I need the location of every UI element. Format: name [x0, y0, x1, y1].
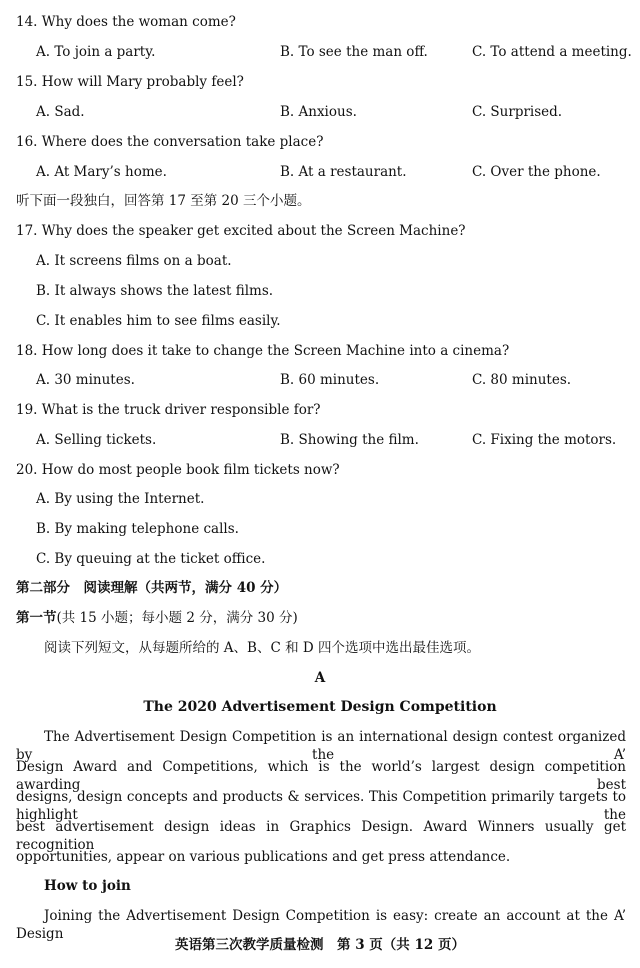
option-c: C. Surprised. — [472, 104, 563, 120]
question-15: 15. How will Mary probably feel? — [16, 74, 244, 90]
options-14 — [16, 43, 632, 61]
passage-letter: A — [314, 670, 326, 686]
option-17-a: A. It screens films on a boat. — [36, 253, 232, 269]
option-c: C. 80 minutes. — [472, 372, 572, 388]
option-b: B. To see the man off. — [280, 44, 428, 60]
option-c: C. Fixing the motors. — [472, 432, 617, 448]
question-18: 18. How long does it take to change the Screen Machine into a cinema? — [16, 343, 510, 359]
paragraph-1-line-3: designs, design concepts and products & services. This Competition primarily targets to highlight the — [16, 789, 626, 823]
question-19: 19. What is the truck driver responsible for? — [16, 402, 321, 418]
paragraph-1-line-2: Design Award and Competitions, which is the world’s largest design competition awarding best — [16, 759, 626, 793]
paragraph-1-line-1: The Advertisement Design Competition is an international design contest organized by the A’ — [16, 729, 626, 763]
options-19 — [16, 431, 626, 449]
page-footer: 英语第三次教学质量检测 第 3 页（共 12 页） — [175, 937, 465, 953]
option-a: A. Selling tickets. — [36, 432, 157, 448]
options-16 — [16, 163, 626, 181]
paragraph-1-line-5: opportunities, appear on various publications and get press attendance. — [16, 849, 511, 865]
option-b: B. At a restaurant. — [280, 164, 407, 180]
option-a: A. Sad. — [36, 104, 85, 120]
option-b: B. Showing the film. — [280, 432, 419, 448]
paragraph-2-line-1: Joining the Advertisement Design Competition is easy: create an account at the A’ Design — [16, 908, 626, 942]
option-a: A. 30 minutes. — [36, 372, 135, 388]
section1-label: 第一节 — [16, 610, 57, 626]
question-16: 16. Where does the conversation take place? — [16, 134, 324, 150]
option-17-b: B. It always shows the latest films. — [36, 283, 274, 299]
option-a: A. At Mary’s home. — [36, 164, 167, 180]
reading-instruction: 阅读下列短文，从每题所给的 A、B、C 和 D 四个选项中选出最佳选项。 — [44, 640, 480, 656]
question-20: 20. How do most people book film tickets now? — [16, 462, 340, 478]
paragraph-1-line-4: best advertisement design ideas in Graphics Design. Award Winners usually get recognition — [16, 819, 626, 853]
how-to-join-heading: How to join — [44, 878, 131, 894]
option-c: C. Over the phone. — [472, 164, 601, 180]
section1-detail: (共 15 小题；每小题 2 分，满分 30 分) — [56, 610, 298, 626]
part2-heading: 第二部分 阅读理解（共两节，满分 40 分） — [16, 580, 288, 596]
passage-title: The 2020 Advertisement Design Competition — [143, 699, 497, 715]
question-17: 17. Why does the speaker get excited about the Screen Machine? — [16, 223, 466, 239]
option-b: B. 60 minutes. — [280, 372, 380, 388]
section1-heading — [16, 609, 626, 627]
option-20-b: B. By making telephone calls. — [36, 521, 239, 537]
option-20-c: C. By queuing at the ticket office. — [36, 551, 266, 567]
options-18 — [16, 371, 626, 389]
options-15 — [16, 103, 626, 121]
option-c: C. To attend a meeting. — [472, 44, 632, 60]
question-14: 14. Why does the woman come? — [16, 14, 236, 30]
option-17-c: C. It enables him to see films easily. — [36, 313, 281, 329]
option-a: A. To join a party. — [36, 44, 156, 60]
option-b: B. Anxious. — [280, 104, 357, 120]
option-20-a: A. By using the Internet. — [36, 491, 205, 507]
monologue-instruction: 听下面一段独白，回答第 17 至第 20 三个小题。 — [16, 193, 311, 209]
